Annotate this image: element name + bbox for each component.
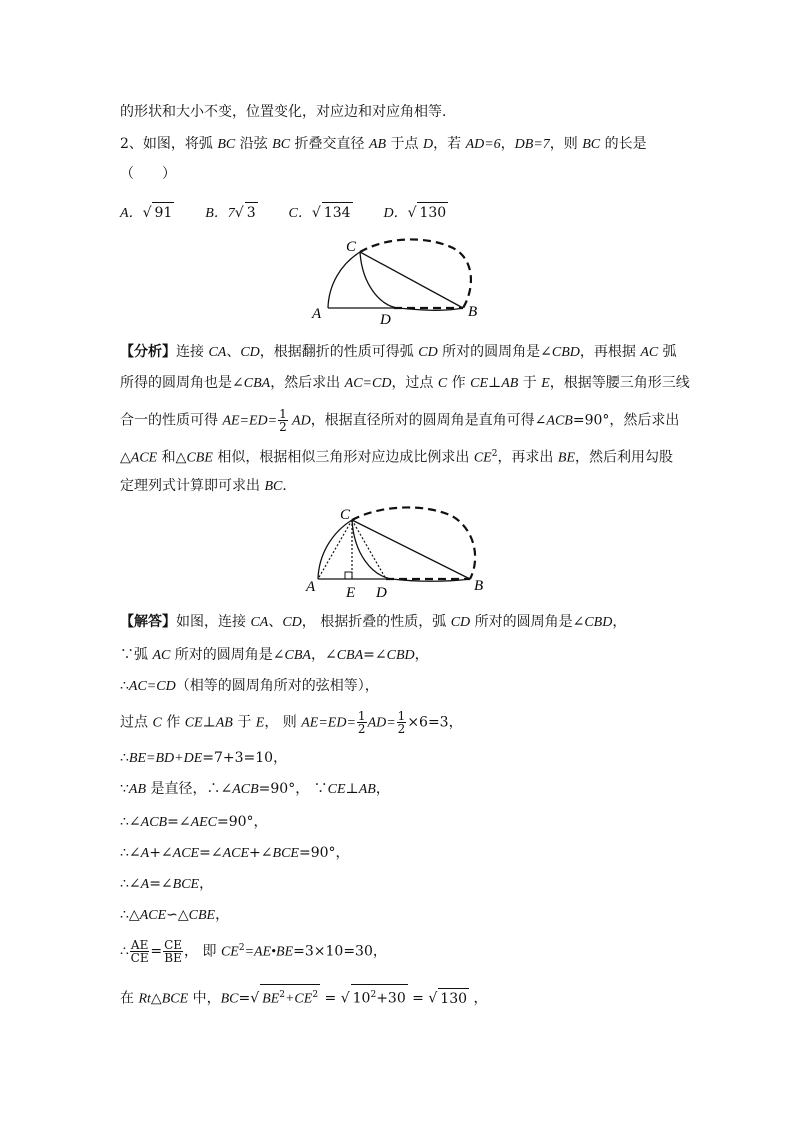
label-a: A <box>312 306 322 322</box>
semicircle-arc-left <box>328 252 360 308</box>
label-b: B <box>474 578 484 594</box>
intro-line: 的形状和大小不变，位置变化，对应边和对应角相等． <box>120 104 456 120</box>
fraction-ae-ce: $\frac{AE}{CE}$ <box>130 938 149 966</box>
option-b: B．7√ 3 <box>205 205 257 221</box>
solution-line-4: 过点 C 作 CE⊥AB 于 E， 则 AE=ED= $\frac{1}{2}$ AD= $\frac{1}{2}$ ×6=3， <box>120 709 463 736</box>
option-c: C．√ 134 <box>289 205 353 221</box>
label-d: D <box>376 585 387 600</box>
solution-line-1: 【解答】如图，连接 CA、CD， 根据折叠的性质，弧 CD 所对的圆周角是∠CBD， <box>120 614 627 630</box>
label-b: B <box>468 304 478 320</box>
fraction-ce-be: $\frac{CE}{BE}$ <box>164 938 183 966</box>
radical-be2-ce2: $BE^2+CE^2$ <box>260 984 320 1010</box>
fraction-half: $\frac{1}{2}$ <box>397 709 406 736</box>
analysis-line-4: △ACE 和△CBE 相似，根据相似三角形对应边成比例求出 $CE^2$，再求出 BE，然后利用勾股 <box>120 449 673 466</box>
label-c: C <box>340 507 351 523</box>
option-a: A．√ 91 <box>120 205 174 221</box>
radical-10sq-30: $10^2+30$ <box>351 984 408 1009</box>
solution-line-7: ∴∠ACB=∠AEC=90°， <box>120 814 268 830</box>
question-line: 2、如图，将弧 BC 沿弦 BC 折叠交直径 AB 于点 D，若 AD=6，DB=7，则 BC 的长是 <box>120 136 647 152</box>
figure-1-diagram <box>308 234 488 326</box>
radical-130: 130 <box>438 988 469 1009</box>
solution-line-10: ∴△ACE∽△CBE， <box>120 907 230 923</box>
chord-cb <box>360 252 463 308</box>
solution-line-11: ∴ $\frac{AE}{CE}$ = $\frac{CE}{BE}$ ， 即 $CE^2=AE•BE=3\times 10=30$， <box>120 938 387 966</box>
solution-line-5: ∴BE=BD+DE=7+3=10， <box>120 750 288 766</box>
right-angle-mark <box>345 572 352 579</box>
solution-line-9: ∴∠A=∠BCE， <box>120 876 214 892</box>
fraction-half: $\frac{1}{2}$ <box>357 709 366 736</box>
solution-line-12: 在 Rt△BCE 中，BC=√ $BE^2+CE^2$ = √ $10^2+30$ = √ 130 ， <box>120 984 487 1010</box>
options-row <box>120 202 448 224</box>
solution-line-8: ∴∠A+∠ACE=∠ACE+∠BCE=90°， <box>120 845 350 861</box>
chord-cb <box>352 520 470 579</box>
analysis-line-5: 定理列式计算即可求出 BC． <box>120 478 297 494</box>
analysis-line-2: 所得的圆周角也是∠CBA，然后求出 AC=CD，过点 C 作 CE⊥AB 于 E，根据等腰三角形三线 <box>120 375 690 391</box>
solution-line-2: ∵弧 AC 所对的圆周角是∠CBA，∠CBA=∠CBD， <box>120 647 429 663</box>
answer-paren: （ ） <box>120 166 176 182</box>
label-e: E <box>346 585 356 600</box>
figure-2-diagram <box>302 504 492 600</box>
dotted-ca <box>318 520 352 579</box>
label-d: D <box>380 312 391 326</box>
analysis-line-1: 【分析】连接 CA、CD，根据翻折的性质可得弧 CD 所对的圆周角是∠CBD，再根据 AC 弧 <box>120 344 677 360</box>
dashed-arc-upper <box>360 239 471 308</box>
label-a: A <box>306 579 316 595</box>
label-c: C <box>346 239 357 255</box>
fraction-half: $\frac{1}{2}$ <box>279 407 287 434</box>
option-d: D．√ 130 <box>383 205 448 221</box>
analysis-line-3: 合一的性质可得 AE=ED= $\frac{1}{2}$ AD，根据直径所对的圆周角是直角可得∠ACB=90°，然后求出 <box>120 407 680 434</box>
solution-line-6: ∵AB 是直径，∴∠ACB=90°， ∵CE⊥AB， <box>120 781 390 797</box>
solution-line-3: ∴AC=CD（相等的圆周角所对的弦相等）， <box>120 678 379 694</box>
